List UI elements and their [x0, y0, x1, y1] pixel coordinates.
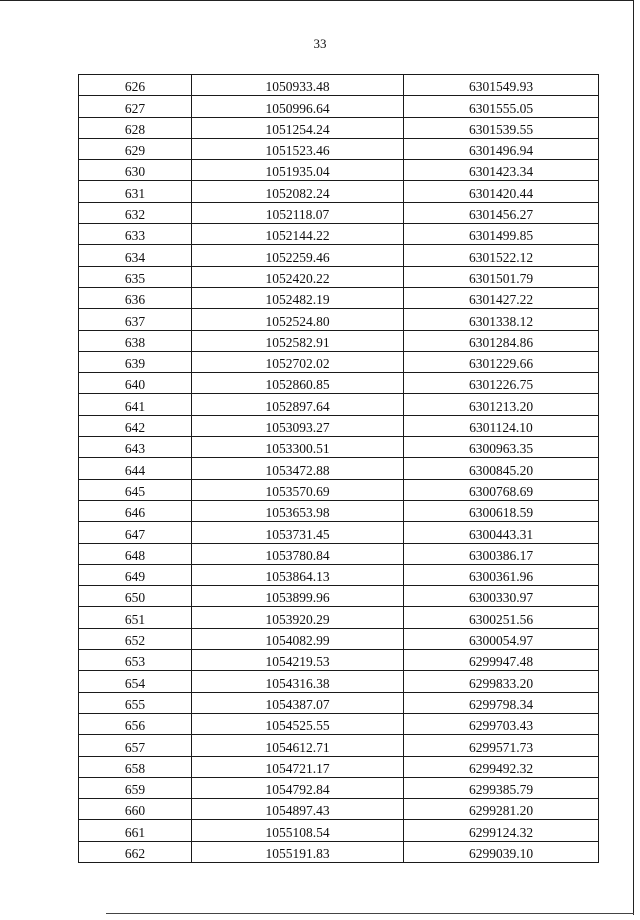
table-row — [79, 287, 599, 308]
y-coordinate-cell: 6299281.20 — [404, 799, 599, 820]
x-coordinate-cell: 1050933.48 — [192, 75, 404, 96]
point-number-cell: 653 — [79, 650, 192, 671]
table-row — [79, 756, 599, 777]
point-number-cell: 633 — [79, 224, 192, 245]
point-number-cell: 628 — [79, 117, 192, 138]
x-coordinate-cell: 1053472.88 — [192, 458, 404, 479]
x-coordinate-cell: 1052482.19 — [192, 287, 404, 308]
y-coordinate-cell: 6301213.20 — [404, 394, 599, 415]
table-row — [79, 245, 599, 266]
table-row — [79, 500, 599, 521]
table-row — [79, 373, 599, 394]
point-number-cell: 635 — [79, 266, 192, 287]
y-coordinate-cell: 6299124.32 — [404, 820, 599, 841]
point-number-cell: 642 — [79, 415, 192, 436]
x-coordinate-cell: 1055191.83 — [192, 841, 404, 862]
table-row — [79, 266, 599, 287]
x-coordinate-cell: 1054897.43 — [192, 799, 404, 820]
y-coordinate-cell: 6299703.43 — [404, 713, 599, 734]
x-coordinate-cell: 1051935.04 — [192, 160, 404, 181]
table-row — [79, 799, 599, 820]
x-coordinate-cell: 1053731.45 — [192, 522, 404, 543]
y-coordinate-cell: 6301456.27 — [404, 202, 599, 223]
x-coordinate-cell: 1053093.27 — [192, 415, 404, 436]
y-coordinate-cell: 6301226.75 — [404, 373, 599, 394]
table-row — [79, 330, 599, 351]
y-coordinate-cell: 6301555.05 — [404, 96, 599, 117]
table-row — [79, 117, 599, 138]
y-coordinate-cell: 6299798.34 — [404, 692, 599, 713]
x-coordinate-cell: 1052420.22 — [192, 266, 404, 287]
x-coordinate-cell: 1052582.91 — [192, 330, 404, 351]
table-row — [79, 181, 599, 202]
y-coordinate-cell: 6299492.32 — [404, 756, 599, 777]
x-coordinate-cell: 1051523.46 — [192, 138, 404, 159]
y-coordinate-cell: 6300361.96 — [404, 564, 599, 585]
table-row — [79, 777, 599, 798]
point-number-cell: 636 — [79, 287, 192, 308]
x-coordinate-cell: 1053780.84 — [192, 543, 404, 564]
x-coordinate-cell: 1052118.07 — [192, 202, 404, 223]
point-number-cell: 657 — [79, 735, 192, 756]
y-coordinate-cell: 6300443.31 — [404, 522, 599, 543]
table-row — [79, 351, 599, 372]
x-coordinate-cell: 1054387.07 — [192, 692, 404, 713]
y-coordinate-cell: 6301338.12 — [404, 309, 599, 330]
x-coordinate-cell: 1053920.29 — [192, 607, 404, 628]
point-number-cell: 658 — [79, 756, 192, 777]
y-coordinate-cell: 6301427.22 — [404, 287, 599, 308]
point-number-cell: 655 — [79, 692, 192, 713]
table-row — [79, 522, 599, 543]
y-coordinate-cell: 6301124.10 — [404, 415, 599, 436]
point-number-cell: 646 — [79, 500, 192, 521]
y-coordinate-cell: 6300963.35 — [404, 437, 599, 458]
x-coordinate-cell: 1054082.99 — [192, 628, 404, 649]
x-coordinate-cell: 1054316.38 — [192, 671, 404, 692]
y-coordinate-cell: 6301423.34 — [404, 160, 599, 181]
x-coordinate-cell: 1052082.24 — [192, 181, 404, 202]
table-row — [79, 160, 599, 181]
y-coordinate-cell: 6299039.10 — [404, 841, 599, 862]
page-number: 33 — [313, 36, 327, 51]
point-number-cell: 651 — [79, 607, 192, 628]
x-coordinate-cell: 1054792.84 — [192, 777, 404, 798]
x-coordinate-cell: 1052524.80 — [192, 309, 404, 330]
y-coordinate-cell: 6300768.69 — [404, 479, 599, 500]
page-border-top — [0, 0, 634, 1]
point-number-cell: 654 — [79, 671, 192, 692]
y-coordinate-cell: 6301539.55 — [404, 117, 599, 138]
point-number-cell: 661 — [79, 820, 192, 841]
x-coordinate-cell: 1054721.17 — [192, 756, 404, 777]
point-number-cell: 644 — [79, 458, 192, 479]
table-row — [79, 671, 599, 692]
point-number-cell: 652 — [79, 628, 192, 649]
y-coordinate-cell: 6300618.59 — [404, 500, 599, 521]
table-row — [79, 479, 599, 500]
point-number-cell: 645 — [79, 479, 192, 500]
x-coordinate-cell: 1055108.54 — [192, 820, 404, 841]
y-coordinate-cell: 6301284.86 — [404, 330, 599, 351]
table-row — [79, 224, 599, 245]
table-row — [79, 309, 599, 330]
table-row — [79, 607, 599, 628]
table-row — [79, 75, 599, 96]
x-coordinate-cell: 1053899.96 — [192, 586, 404, 607]
table-row — [79, 820, 599, 841]
y-coordinate-cell: 6299947.48 — [404, 650, 599, 671]
point-number-cell: 630 — [79, 160, 192, 181]
y-coordinate-cell: 6301549.93 — [404, 75, 599, 96]
coordinates-table-body — [79, 75, 599, 863]
x-coordinate-cell: 1053570.69 — [192, 479, 404, 500]
x-coordinate-cell: 1052860.85 — [192, 373, 404, 394]
point-number-cell: 629 — [79, 138, 192, 159]
table-row — [79, 735, 599, 756]
table-row — [79, 394, 599, 415]
page-border-bottom — [106, 913, 634, 914]
table-row — [79, 841, 599, 862]
point-number-cell: 650 — [79, 586, 192, 607]
y-coordinate-cell: 6300845.20 — [404, 458, 599, 479]
x-coordinate-cell: 1054219.53 — [192, 650, 404, 671]
y-coordinate-cell: 6301522.12 — [404, 245, 599, 266]
x-coordinate-cell: 1052144.22 — [192, 224, 404, 245]
table-row — [79, 628, 599, 649]
point-number-cell: 660 — [79, 799, 192, 820]
page-border-right — [633, 0, 634, 915]
x-coordinate-cell: 1053300.51 — [192, 437, 404, 458]
point-number-cell: 637 — [79, 309, 192, 330]
table-row — [79, 650, 599, 671]
point-number-cell: 634 — [79, 245, 192, 266]
table-row — [79, 692, 599, 713]
y-coordinate-cell: 6300386.17 — [404, 543, 599, 564]
point-number-cell: 643 — [79, 437, 192, 458]
point-number-cell: 648 — [79, 543, 192, 564]
table-row — [79, 543, 599, 564]
x-coordinate-cell: 1050996.64 — [192, 96, 404, 117]
point-number-cell: 638 — [79, 330, 192, 351]
x-coordinate-cell: 1052259.46 — [192, 245, 404, 266]
point-number-cell: 662 — [79, 841, 192, 862]
point-number-cell: 639 — [79, 351, 192, 372]
point-number-cell: 649 — [79, 564, 192, 585]
table-row — [79, 437, 599, 458]
point-number-cell: 656 — [79, 713, 192, 734]
y-coordinate-cell: 6301420.44 — [404, 181, 599, 202]
point-number-cell: 659 — [79, 777, 192, 798]
table-row — [79, 415, 599, 436]
x-coordinate-cell: 1052897.64 — [192, 394, 404, 415]
table-row — [79, 202, 599, 223]
table-row — [79, 458, 599, 479]
y-coordinate-cell: 6301496.94 — [404, 138, 599, 159]
coordinates-table — [78, 74, 599, 863]
table-row — [79, 96, 599, 117]
table-row — [79, 564, 599, 585]
point-number-cell: 631 — [79, 181, 192, 202]
point-number-cell: 627 — [79, 96, 192, 117]
y-coordinate-cell: 6299833.20 — [404, 671, 599, 692]
x-coordinate-cell: 1054612.71 — [192, 735, 404, 756]
x-coordinate-cell: 1054525.55 — [192, 713, 404, 734]
y-coordinate-cell: 6300330.97 — [404, 586, 599, 607]
point-number-cell: 647 — [79, 522, 192, 543]
point-number-cell: 626 — [79, 75, 192, 96]
y-coordinate-cell: 6301501.79 — [404, 266, 599, 287]
table-row — [79, 138, 599, 159]
y-coordinate-cell: 6300251.56 — [404, 607, 599, 628]
x-coordinate-cell: 1051254.24 — [192, 117, 404, 138]
y-coordinate-cell: 6301499.85 — [404, 224, 599, 245]
point-number-cell: 632 — [79, 202, 192, 223]
y-coordinate-cell: 6300054.97 — [404, 628, 599, 649]
x-coordinate-cell: 1053653.98 — [192, 500, 404, 521]
table-row — [79, 713, 599, 734]
y-coordinate-cell: 6299571.73 — [404, 735, 599, 756]
point-number-cell: 641 — [79, 394, 192, 415]
point-number-cell: 640 — [79, 373, 192, 394]
table-row — [79, 586, 599, 607]
y-coordinate-cell: 6299385.79 — [404, 777, 599, 798]
x-coordinate-cell: 1052702.02 — [192, 351, 404, 372]
y-coordinate-cell: 6301229.66 — [404, 351, 599, 372]
x-coordinate-cell: 1053864.13 — [192, 564, 404, 585]
